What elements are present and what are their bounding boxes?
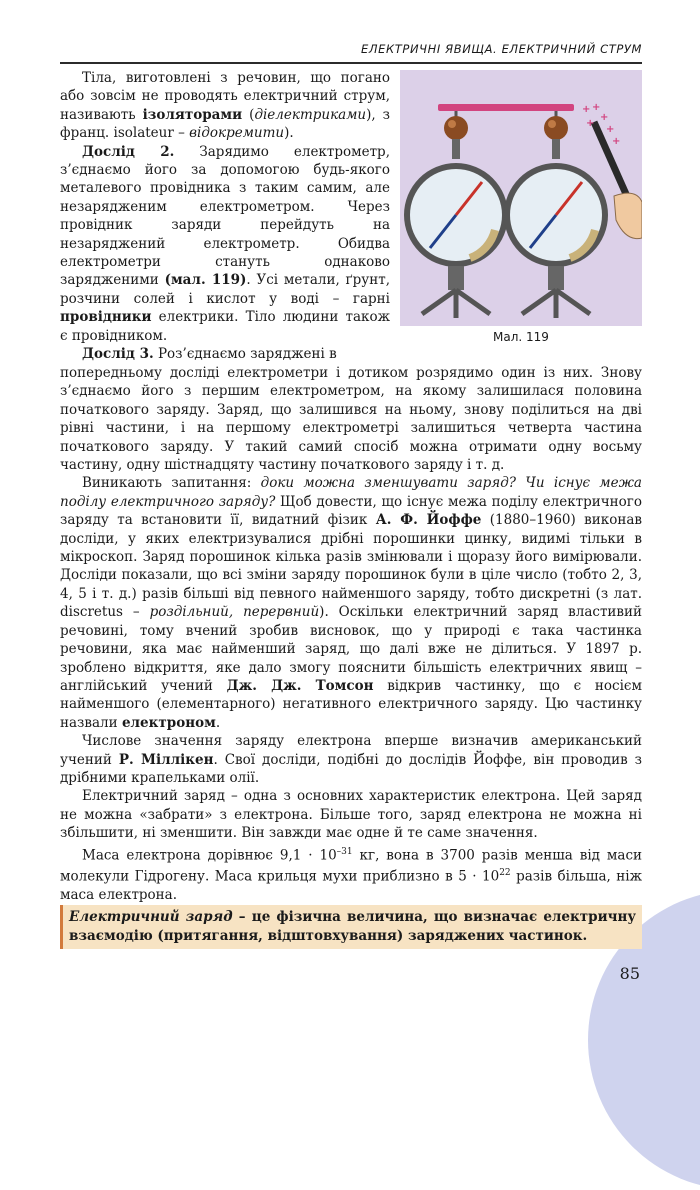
- paragraph-experiment-2: Дослід 2. Зарядимо електрометр, з’єднаємо його за допомогою будь-якого металевого провідника з таким самим, але незарядженим електрометром. Через провідник заряди перейдуть на незаряджений електрометр. Обидва електрометри стануть однаково зарядженими (мал. 119). Усі метали, ґрунт, розчини солей і кислот у воді – гарні провідники електрики. Тіло людини також є провідником.: [60, 143, 391, 344]
- definition-box: Електричний заряд – це фізична величина, що визначає електричну взаємодію (притягання, відштовхування) заряджених частинок.: [60, 905, 642, 949]
- running-header: ЕЛЕКТРИЧНІ ЯВИЩА. ЕЛЕКТРИЧНИЙ СТРУМ: [60, 42, 642, 64]
- paragraph-electron-mass: Маса електрона дорівнює $9,1 \cdot 10^{-31}$ кг, вона в 3700 разів менша від маси молекули Гідрогену. Маса крильця мухи приблизно в $5 \cdot 10^{22}$ разів більша, ніж маса електрона.: [60, 846, 643, 904]
- paragraph-insulators: Тіла, виготовлені з речовин, що погано або зовсім не проводять електричний струм, називають ізоляторами (діелектриками), з франц. isolateur – відокремити).: [60, 70, 391, 142]
- paragraph-experiment-3-start: Дослід 3. Роз’єднаємо заряджені в: [82, 346, 337, 363]
- svg-text:+: +: [592, 102, 601, 113]
- figure-electrometers: [400, 70, 642, 326]
- paragraph-experiment-3-rest: попередньому досліді електрометри і дотиком розрядимо один із них. Знову з’єднаємо його з першим електрометром, на якому залишилася половина початкового заряду. Заряд, що залишився на ньому, знову поділиться на дві рівні частини, і на першому електрометрі залишиться четверта частина початкового заряду. У такий самий спосіб можна отримати одну восьму частину, одну шістнадцяту частину початкового заряду і т. д.: [60, 365, 642, 474]
- svg-text:+: +: [600, 112, 609, 123]
- svg-text:+: +: [586, 118, 595, 129]
- svg-text:+: +: [606, 124, 615, 135]
- paragraph-charge-property: Електричний заряд – одна з основних характеристик електрона. Цей заряд не можна «забрати» з електрона. Більше того, заряд електрона не можна ні збільшити, ні зменшити. Він завжди має одне й те саме значення.: [60, 788, 642, 842]
- page-number: 85: [619, 964, 640, 983]
- text-column-left: [60, 69, 390, 364]
- figure-caption: Мал. 119: [493, 330, 549, 344]
- paragraph-millikan: Числове значення заряду електрона вперше визначив американський учений Р. Міллікен. Свої досліди, подібні до дослідів Йоффе, він проводив з дрібними крапельками олії.: [60, 733, 642, 786]
- svg-text:+: +: [612, 136, 621, 147]
- paragraph-ioffe: Виникають запитання: доки можна зменшувати заряд? Чи існує межа поділу електричного заряду? Щоб довести, що існує межа поділу електричного заряду та встановити її, видатний фізик А. Ф. Йоффе (1880–1960) виконав досліди, у яких електризувалися дрібні порошинки цинку, видимі тільки в мікроскоп. Заряд порошинок кілька разів змінювали і щоразу його вимірювали. Досліди показали, що всі зміни заряду порошинок були в ціле число (тобто 2, 3, 4, 5 і т. д.) разів більші від певного найменшого заряду, тобто дискретні (з лат. discretus – роздільний, перервний). Оскільки електричний заряд властивий речовині, тому вчений зробив висновок, що у природі є така частинка речовини, яка має найменший заряд, що далі вже не ділиться. У 1897 р. зроблено відкриття, яке дало змогу пояснити більшість електричних явищ – англійський учений Дж. Дж. Томсон відкрив частинку, що є носієм найменшого (елементарного) негативного електричного заряду. Цю частинку назвали електроном.: [60, 475, 643, 731]
- text-full-width: [60, 364, 642, 905]
- connecting-rod: [438, 104, 574, 111]
- svg-text:+: +: [582, 104, 591, 115]
- electrometers-illustration: [400, 70, 642, 326]
